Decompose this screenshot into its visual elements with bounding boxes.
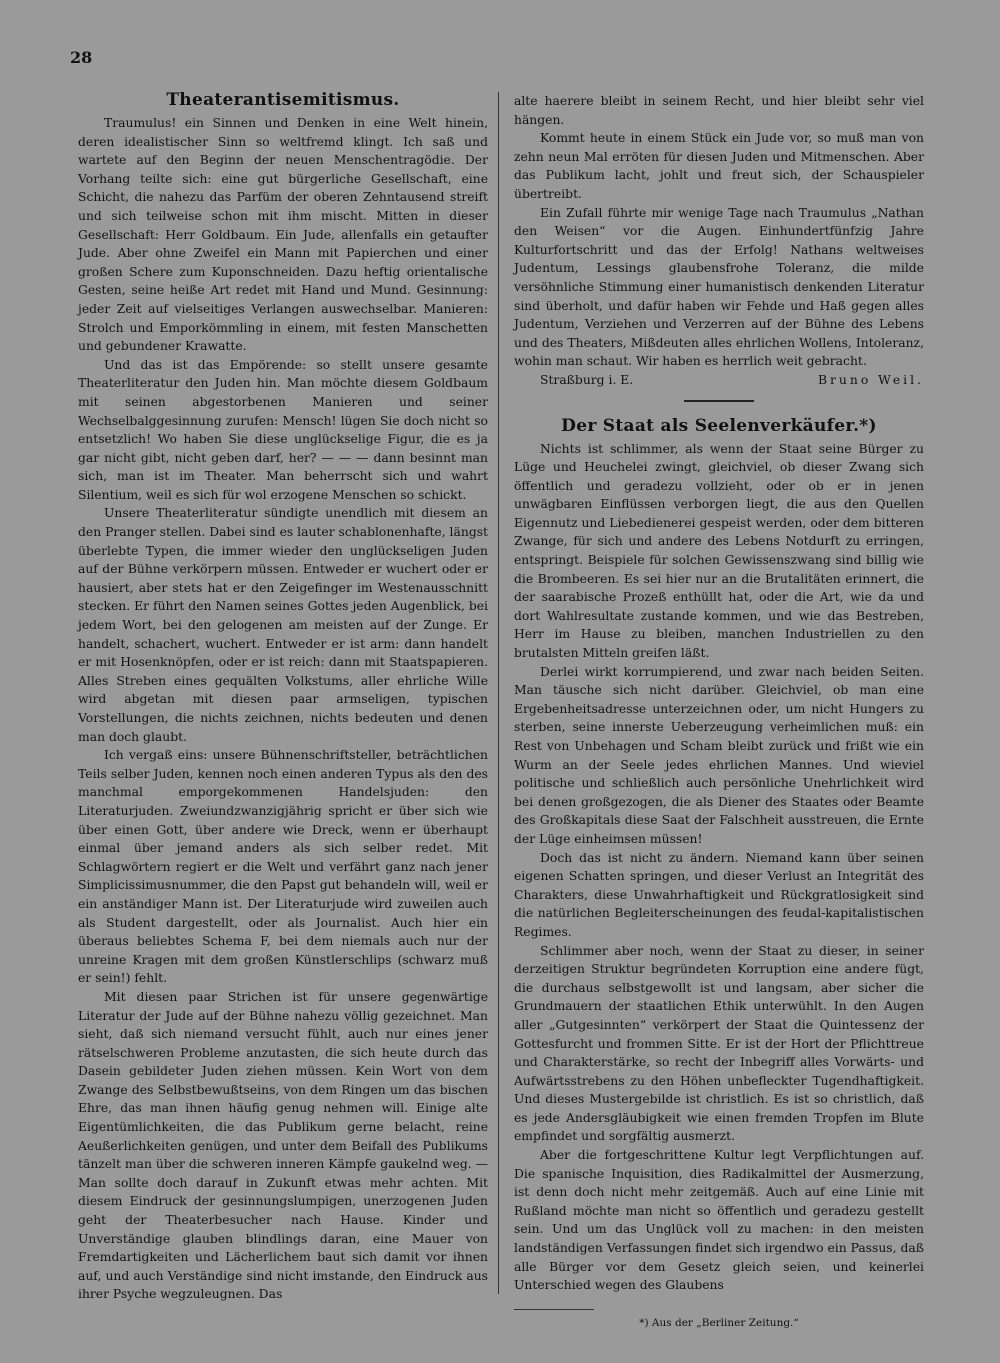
right-column (514, 92, 924, 1330)
signature-place: Straßburg i. E. (540, 372, 634, 387)
article2-paragraph: Schlimmer aber noch, wenn der Staat zu dieser, in seiner derzeitigen Struktur begründeten Korruption eine andere fügt, die durchaus selbstgewollt ist und langsam, aber sicher die Grundmauern der staatlichen Ethik unterwühlt. In den Augen aller „Gutgesinnten“ verkörpert der Staat die Quintessenz der Gottesfurcht und frommen Sitte. Er ist der Hort der Pflichttreue und Charakterstärke, so recht der Inbegriff alles Vorwärts- und Aufwärtsstrebens zu den Höhen unbefleckter Tugendhaftigkeit. Und dieses Mustergebilde ist christlich. Es ist so christlich, daß es jede Andersgläubigkeit wie einen fremden Tropfen im Blute empfindet und sorgfältig ausmerzt. (514, 943, 924, 1144)
article1-paragraph: Und das ist das Empörende: so stellt unsere gesamte Theaterliteratur den Juden hin. Man möchte diesem Goldbaum mit seinen abgestorbenen Manieren und seiner Wechselbalggesinnung zurufen: Mensch! lügen Sie doch nicht so entsetzlich! Wo haben Sie diese unglückselige Figur, die es ja gar nicht gibt, nicht geben darf, her? — — — dann besinnt man sich, man ist im Theater. Man beherrscht sich und wahrt Silentium, weil es sich für wol erzogene Menschen so schickt. (78, 357, 488, 502)
article1-paragraph: Traumulus! ein Sinnen und Denken in eine Welt hinein, deren idealistischer Sinn so weltfremd klingt. Ich saß und wartete auf den Beginn der neuen Menschentragödie. Der Vorhang teilte sich: eine gut bürgerliche Gesellschaft, eine Schicht, die nahezu das Parfüm der oberen Zehntausend streift und sich teilweise schon mit ihm mischt. Mitten in dieser Gesellschaft: Herr Goldbaum. Ein Jude, allenfalls ein getaufter Jude. Aber ohne Zweifel ein Mann mit Papierchen und einer großen Schere zum Kuponschneiden. Dazu heftig orientalische Gesten, seine heiße Art redet mit Hand und Mund. Gesinnung: jeder Zeit auf vielseitiges Verlangen auswechselbar. Manieren: Strolch und Emporkömmling in einem, mit festen Manschetten und gebundener Krawatte. (78, 116, 488, 354)
article1-paragraph: Mit diesen paar Strichen ist für unsere gegenwärtige Literatur der Jude auf der Bühne nahezu völlig gezeichnet. Man sieht, daß sich niemand versucht fühlt, auch nur eines jener rätselschweren Probleme anzutasten, die sich heute durch das Dasein gebildeter Juden ziehen müssen. Kein Wort von dem Zwange des Selbstbewußtseins, von dem Ringen um das bischen Ehre, das man ihnen häufig genug nehmen will. Einige alte Eigentümlichkeiten, die das Publikum gerne belacht, reine Aeußerlichkeiten genügen, und unter dem Beifall des Publikums tänzelt man über die schweren inneren Kämpfe gaukelnd weg. — Man sollte doch darauf in Zukunft etwas mehr achten. Mit diesem Eindruck der gesinnungslumpigen, unerzogenen Juden geht der Theaterbesucher nach Hause. Kinder und Unverständige glauben blindlings daran, eine Mauer von Fremdartigkeiten und Lächerlichem baut sich damit vor ihnen auf, und auch Verständige sind nicht imstande, den Eindruck aus ihrer Psyche wegzuleugnen. Das (78, 989, 488, 1302)
article-separator (684, 400, 754, 402)
article2-paragraph: Derlei wirkt korrumpierend, und zwar nach beiden Seiten. Man täusche sich nicht darüber. Gleichviel, ob man eine Ergebenheitsadresse unterzeichnen oder, um nicht Hungers zu sterben, seine innerste Ueberzeugung verheimlichen muß: ein Rest von Unbehagen und Scham bleibt zurück und frißt wie ein Wurm an der Seele jedes ehrlichen Mannes. Und wieviel politische und schließlich auch persönliche Unehrlichkeit wird bei denen großgezogen, die als Diener des Staates oder Beamte des Großkapitals diese Saat der Falschheit ausstreuen, die Ernte der Lüge einheimsen müssen! (514, 664, 924, 846)
article1-continuation: alte haerere bleibt in seinem Recht, und hier bleibt sehr viel hängen. (514, 94, 924, 127)
article2-paragraph: Doch das ist nicht zu ändern. Niemand kann über seinen eigenen Schatten springen, und dieser Verlust an Integrität des Charakters, diese Unwahrhaftigkeit und Rückgratlosigkeit sind die natürlichen Begleiterscheinungen des feudal-kapitalistischen Regimes. (514, 850, 924, 939)
footnote-rule (514, 1309, 594, 1310)
article1-paragraph: Unsere Theaterliteratur sündigte unendlich mit diesem an den Pranger stellen. Dabei sind es lauter schablonenhafte, längst überlebte Typen, die immer wieder den unglückseligen Juden auf der Bühne verkörpern müssen. Entweder er wuchert oder er hausiert, aber stets hat er den Zeigefinger im Westenausschnitt stecken. Er führt den Namen seines Gottes jeden Augenblick, bei jedem Wort, bei den gelogenen am meisten auf der Zunge. Er handelt, schachert, wuchert. Entweder er ist arm: dann handelt er mit Hosenknöpfen, oder er ist reich: dann mit Staatspapieren. Alles Streben eines gequälten Volkstums, aller ehrliche Wille wird abgetan mit diesen paar armseligen, typischen Vorstellungen, die nichts zeichnen, nichts bedeuten und denen man doch glaubt. (78, 506, 489, 744)
column-divider (498, 92, 499, 1294)
footnote: *) Aus der „Berliner Zeitung.“ (639, 1316, 799, 1329)
article-title-theaterantisemitismus: Theaterantisemitismus. (166, 90, 400, 110)
article1-continuation: Kommt heute in einem Stück ein Jude vor, so muß man von zehn neun Mal erröten für diesen Juden und Mitmenschen. Aber das Publikum lacht, johlt und freut sich, der Schauspieler übertreibt. (514, 131, 924, 201)
article2-paragraph: Nichts ist schlimmer, als wenn der Staat seine Bürger zu Lüge und Heuchelei zwingt, gleichviel, ob dieser Zwang sich öffentlich und geradezu vollzieht, oder ob er in jenen unwägbaren Einflüssen verborgen liegt, die aus den Quellen Eigennutz und Liebedienerei gespeist werden, oder dem bitteren Zwange, für sich und andere des Lebens Notdurft zu erringen, entspringt. Beispiele für solchen Gewissenszwang sind billig wie die Brombeeren. Es sei hier nur an die Brutalitäten erinnert, die der saarabische Prozeß enthüllt hat, oder die Art, wie da und dort Wahlresultate zustande kommen, und wie das Bestreben, Herr im Hause zu bleiben, manchen Industriellen zu den brutalsten Mitteln greifen läßt. (514, 441, 924, 661)
article-title-staat-seelenverkaeufer: Der Staat als Seelenverkäufer.*) (561, 415, 877, 436)
article2-paragraph: Aber die fortgeschrittene Kultur legt Verpflichtungen auf. Die spanische Inquisition, dies Radikalmittel der Ausmerzung, ist denn doch nicht mehr zeitgemäß. Auch auf eine Linie mit Rußland möchte man nicht so öffentlich und geradezu gestellt sein. Und um das Unglück voll zu machen: in den meisten landständigen Verfassungen findet sich irgendwo ein Passus, daß alle Bürger vor dem Gesetz gleich seien, und keinerlei Unterschied wegen des Glaubens (514, 1148, 924, 1293)
article1-continuation: Ein Zufall führte mir wenige Tage nach Traumulus „Nathan den Weisen“ vor die Augen. Einhundertfünfzig Jahre Kulturfortschritt und das der Erfolg! Nathans weltweises Judentum, Lessings glaubensfrohe Toleranz, die milde versöhnliche Stimmung einer humanistisch denkenden Literatur sind überholt, und dafür haben wir Fehde und Haß gegen alles Judentum, Verziehen und Verzerren auf der Bühne des Lebens und des Theaters, Mißdeuten alles ehrlichen Wollens, Intoleranz, wohin man schaut. Wir haben es herrlich weit gebracht. (514, 205, 924, 369)
page-number: 28 (70, 48, 93, 67)
article1-paragraph: Ich vergaß eins: unsere Bühnenschriftsteller, beträchtlichen Teils selber Juden, kennen noch einen anderen Typus als den des manchmal emporgekommenen Handelsjuden: den Literaturjuden. Zweiundzwanzigjährig spricht er über sich wie über einen Gott, über andere wie Dreck, wenn er überhaupt einmal über jemand anders als sich selber redet. Mit Schlagwörtern regiert er die Welt und verfährt ganz nach jener Simplicissimusnummer, die den Papst gut behandeln will, weil er ein anständiger Mann ist. Der Literaturjude wird zuweilen auch als Student dargestellt, oder als Journalist. Auch hier ein überaus beliebtes Schema F, bei dem niemals auch nur der unreine Kragen mit dem großen Künstlerschlips (schwarz muß er sein!) fehlt. (78, 748, 488, 986)
left-column (78, 90, 488, 1304)
signature-author: Bruno Weil. (817, 372, 924, 387)
article1-signature (514, 371, 924, 390)
